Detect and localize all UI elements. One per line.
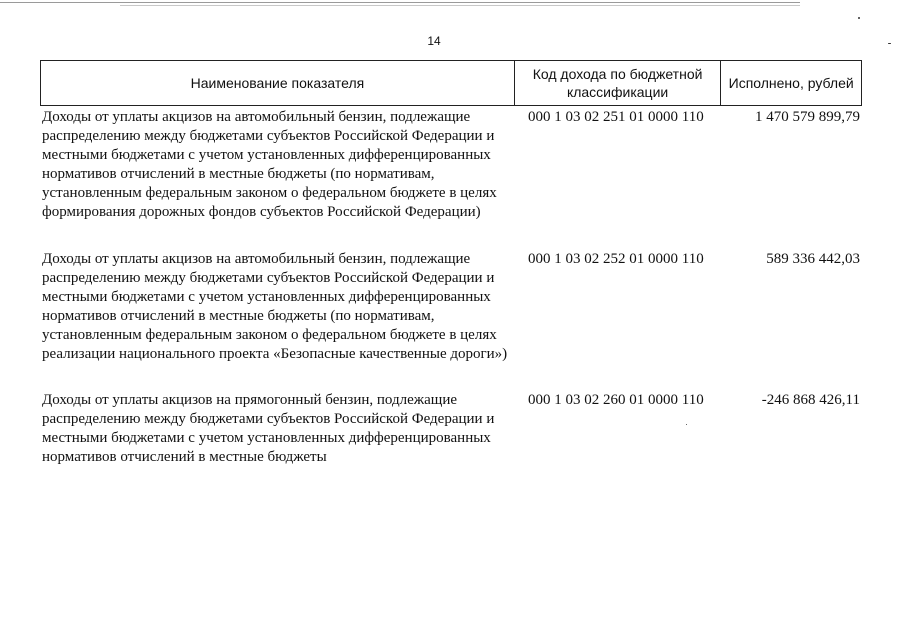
scan-top-rule xyxy=(0,2,800,3)
header-revenue-code: Код дохода по бюджетной классификации xyxy=(515,61,722,105)
row-executed-amount: 1 470 579 899,79 xyxy=(755,109,860,125)
table-header xyxy=(40,60,862,106)
row-revenue-code: 000 1 03 02 251 01 0000 110 xyxy=(528,109,704,125)
header-executed: Исполнено, рублей xyxy=(728,75,854,91)
row-executed-amount: -246 868 426,11 xyxy=(761,392,860,408)
scan-speck xyxy=(686,424,687,425)
row-revenue-code: 000 1 03 02 252 01 0000 110 xyxy=(528,251,704,267)
page-number: 14 xyxy=(427,34,441,48)
scan-speck xyxy=(858,17,860,19)
row-indicator-name: Доходы от уплаты акцизов на автомобильный бензин, подлежащие распределению между бюджетами субъектов Российской Федерации и местными бюджетами с учетом установленных дифференцированных нормативов отчислений в местные бюджеты (по нормативам, установленным федеральным законом о федеральном бюджете в целях реализации национального проекта «Безопасные качественные дороги») xyxy=(42,251,508,362)
row-indicator-name: Доходы от уплаты акцизов на автомобильный бензин, подлежащие распределению между бюджетами субъектов Российской Федерации и местными бюджетами с учетом установленных дифференцированных нормативов отчислений в местные бюджеты (по нормативам, установленным федеральным законом о федеральном бюджете в целях формирования дорожных фондов субъектов Российской Федерации) xyxy=(42,109,497,220)
scan-top-rule-secondary xyxy=(120,5,800,6)
scan-speck xyxy=(888,43,891,44)
row-indicator-name: Доходы от уплаты акцизов на прямогонный бензин, подлежащие распределению между бюджетами субъектов Российской Федерации и местными бюджетами с учетом установленных дифференцированных нормативов отчислений в местные бюджеты xyxy=(42,392,495,465)
header-indicator-name: Наименование показателя xyxy=(41,61,515,105)
row-revenue-code: 000 1 03 02 260 01 0000 110 xyxy=(528,392,704,408)
row-executed-amount: 589 336 442,03 xyxy=(766,251,860,267)
